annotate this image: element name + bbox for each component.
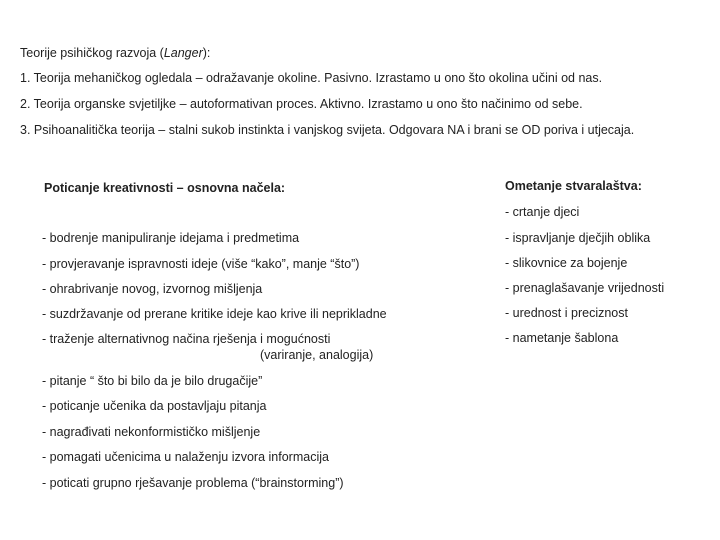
intro-line	[20, 45, 210, 61]
right-item-5: - urednost i preciznost	[505, 306, 628, 320]
right-column-heading: Ometanje stvaralaštva:	[505, 179, 642, 193]
left-column-heading: Poticanje kreativnosti – osnovna načela:	[44, 181, 286, 195]
right-item-3: - slikovnice za bojenje	[505, 256, 628, 270]
left-item-1: - bodrenje manipuliranje idejama i predmetima	[42, 231, 300, 245]
right-item-2: - ispravljanje dječjih oblika	[505, 231, 651, 245]
left-item-3: - ohrabrivanje novog, izvornog mišljenja	[42, 282, 263, 296]
theory-item-1: 1. Teorija mehaničkog ogledala – odražavanje okoline. Pasivno. Izrastamo u ono što okolina učini od nas.	[20, 71, 603, 85]
left-item-9: - pomagati učenicima u nalaženju izvora informacija	[42, 450, 329, 464]
left-item-6: - pitanje “ što bi bilo da je bilo drugačije”	[42, 374, 263, 388]
right-item-6: - nametanje šablona	[505, 331, 619, 345]
right-item-1: - crtanje djeci	[505, 205, 580, 219]
intro-author: Langer	[163, 46, 203, 60]
intro-prefix: Teorije psihičkog razvoja (	[20, 46, 164, 60]
intro-suffix: ):	[202, 46, 211, 60]
left-item-5-continuation: (variranje, analogija)	[260, 348, 374, 362]
left-item-10: - poticati grupno rješavanje problema (“brainstorming”)	[42, 476, 344, 490]
left-item-8: - nagrađivati nekonformističko mišljenje	[42, 425, 261, 439]
theory-item-2: 2. Teorija organske svjetiljke – autoformativan proces. Aktivno. Izrastamo u ono što načinimo od sebe.	[20, 97, 583, 111]
theory-item-3: 3. Psihoanalitička teorija – stalni sukob instinkta i vanjskog svijeta. Odgovara NA i brani se OD poriva i utjecaja.	[20, 123, 635, 137]
left-item-7: - poticanje učenika da postavljaju pitanja	[42, 399, 267, 413]
right-item-4: - prenaglašavanje vrijednosti	[505, 281, 665, 295]
left-item-2: - provjeravanje ispravnosti ideje (više “kako”, manje “što”)	[42, 257, 360, 271]
left-item-4: - suzdržavanje od prerane kritike ideje kao krive ili neprikladne	[42, 307, 387, 321]
left-item-5: - traženje alternativnog načina rješenja i mogućnosti	[42, 332, 331, 346]
